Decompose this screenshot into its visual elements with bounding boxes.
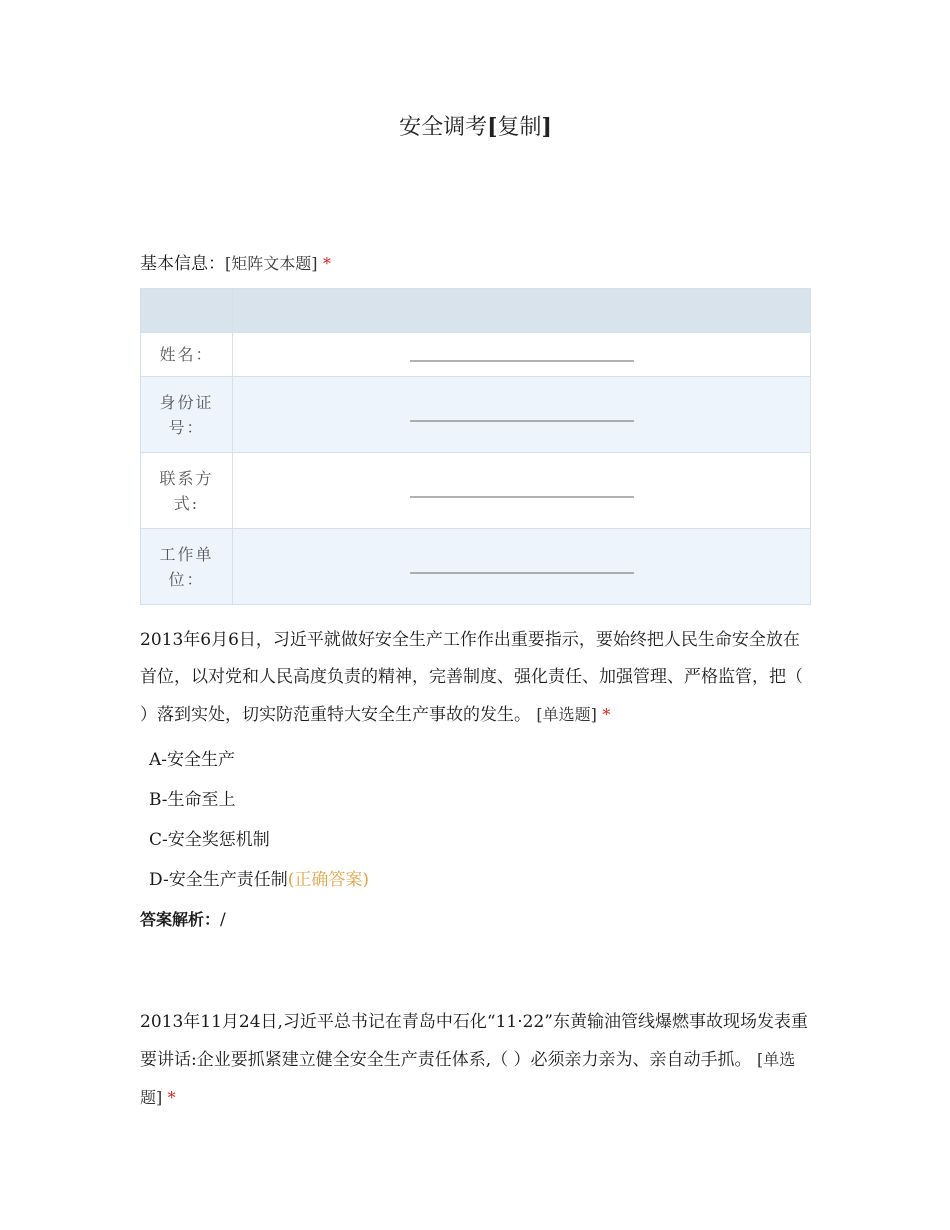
title-bracket-close: ] <box>541 114 552 140</box>
matrix-header-row <box>141 289 811 333</box>
matrix-row-name <box>141 333 811 377</box>
question-1-type: [矩阵文本题] <box>225 254 318 273</box>
question-3-type: [单选题] <box>140 1050 796 1107</box>
matrix-table <box>140 288 811 605</box>
title-bracket-open: [ <box>487 114 498 140</box>
question-1-label: 基本信息： <box>140 254 225 274</box>
blank-line <box>410 420 634 421</box>
question-3-body: 2013年11月24日,习近平总书记在青岛中石化“11·22”东黄输油管线爆燃事故现场发表重要讲话:企业要抓紧建立健全安全生产责任体系,（ ）必须亲力亲为、亲自动手抓。 <box>140 1012 808 1070</box>
matrix-header-cell <box>233 289 811 333</box>
option-d[interactable] <box>149 860 369 900</box>
option-label: B-生命至上 <box>149 790 236 810</box>
matrix-row-contact <box>141 453 811 529</box>
analysis-label: 答案解析： <box>140 910 221 929</box>
id-number-field[interactable] <box>233 377 811 453</box>
name-field[interactable] <box>233 333 811 377</box>
blank-line <box>410 572 634 573</box>
work-unit-field[interactable] <box>233 529 811 605</box>
option-c[interactable] <box>149 820 369 860</box>
page-title <box>140 110 811 145</box>
option-a[interactable] <box>149 740 369 780</box>
required-mark: * <box>322 254 331 273</box>
title-copy-tag: 复制 <box>497 115 542 140</box>
answer-analysis <box>140 900 226 940</box>
question-2-type: [单选题] <box>536 705 597 724</box>
matrix-row-id-number <box>141 377 811 453</box>
matrix-row-label: 身份证号： <box>141 377 233 453</box>
title-main: 安全调考 <box>399 115 488 140</box>
required-mark: * <box>602 705 611 724</box>
question-3-text <box>140 1004 811 1117</box>
blank-line <box>410 360 634 361</box>
required-mark: * <box>167 1088 176 1107</box>
matrix-row-label: 联系方式: <box>141 453 233 529</box>
blank-line <box>410 496 634 497</box>
question-1-heading <box>140 244 331 284</box>
question-2-body: 2013年6月6日，习近平就做好安全生产工作作出重要指示，要始终把人民生命安全放在首位，以对党和人民高度负责的精神，完善制度、强化责任、加强管理、严格监管，把（ ）落到实处，切实防范重特大安全生产事故的发生。 <box>140 630 803 725</box>
option-b[interactable] <box>149 780 369 820</box>
matrix-header-cell <box>141 289 233 333</box>
question-2-text <box>140 622 811 734</box>
option-label: C-安全奖惩机制 <box>149 830 270 850</box>
matrix-row-label: 工作单位： <box>141 529 233 605</box>
correct-answer-tag: (正确答案) <box>287 870 369 890</box>
analysis-value: / <box>220 910 226 930</box>
matrix-row-work-unit <box>141 529 811 605</box>
option-label: A-安全生产 <box>149 750 236 770</box>
contact-field[interactable] <box>233 453 811 529</box>
question-2-options <box>149 740 369 900</box>
option-label: D-安全生产责任制 <box>149 870 288 890</box>
matrix-row-label: 姓名： <box>141 333 233 377</box>
